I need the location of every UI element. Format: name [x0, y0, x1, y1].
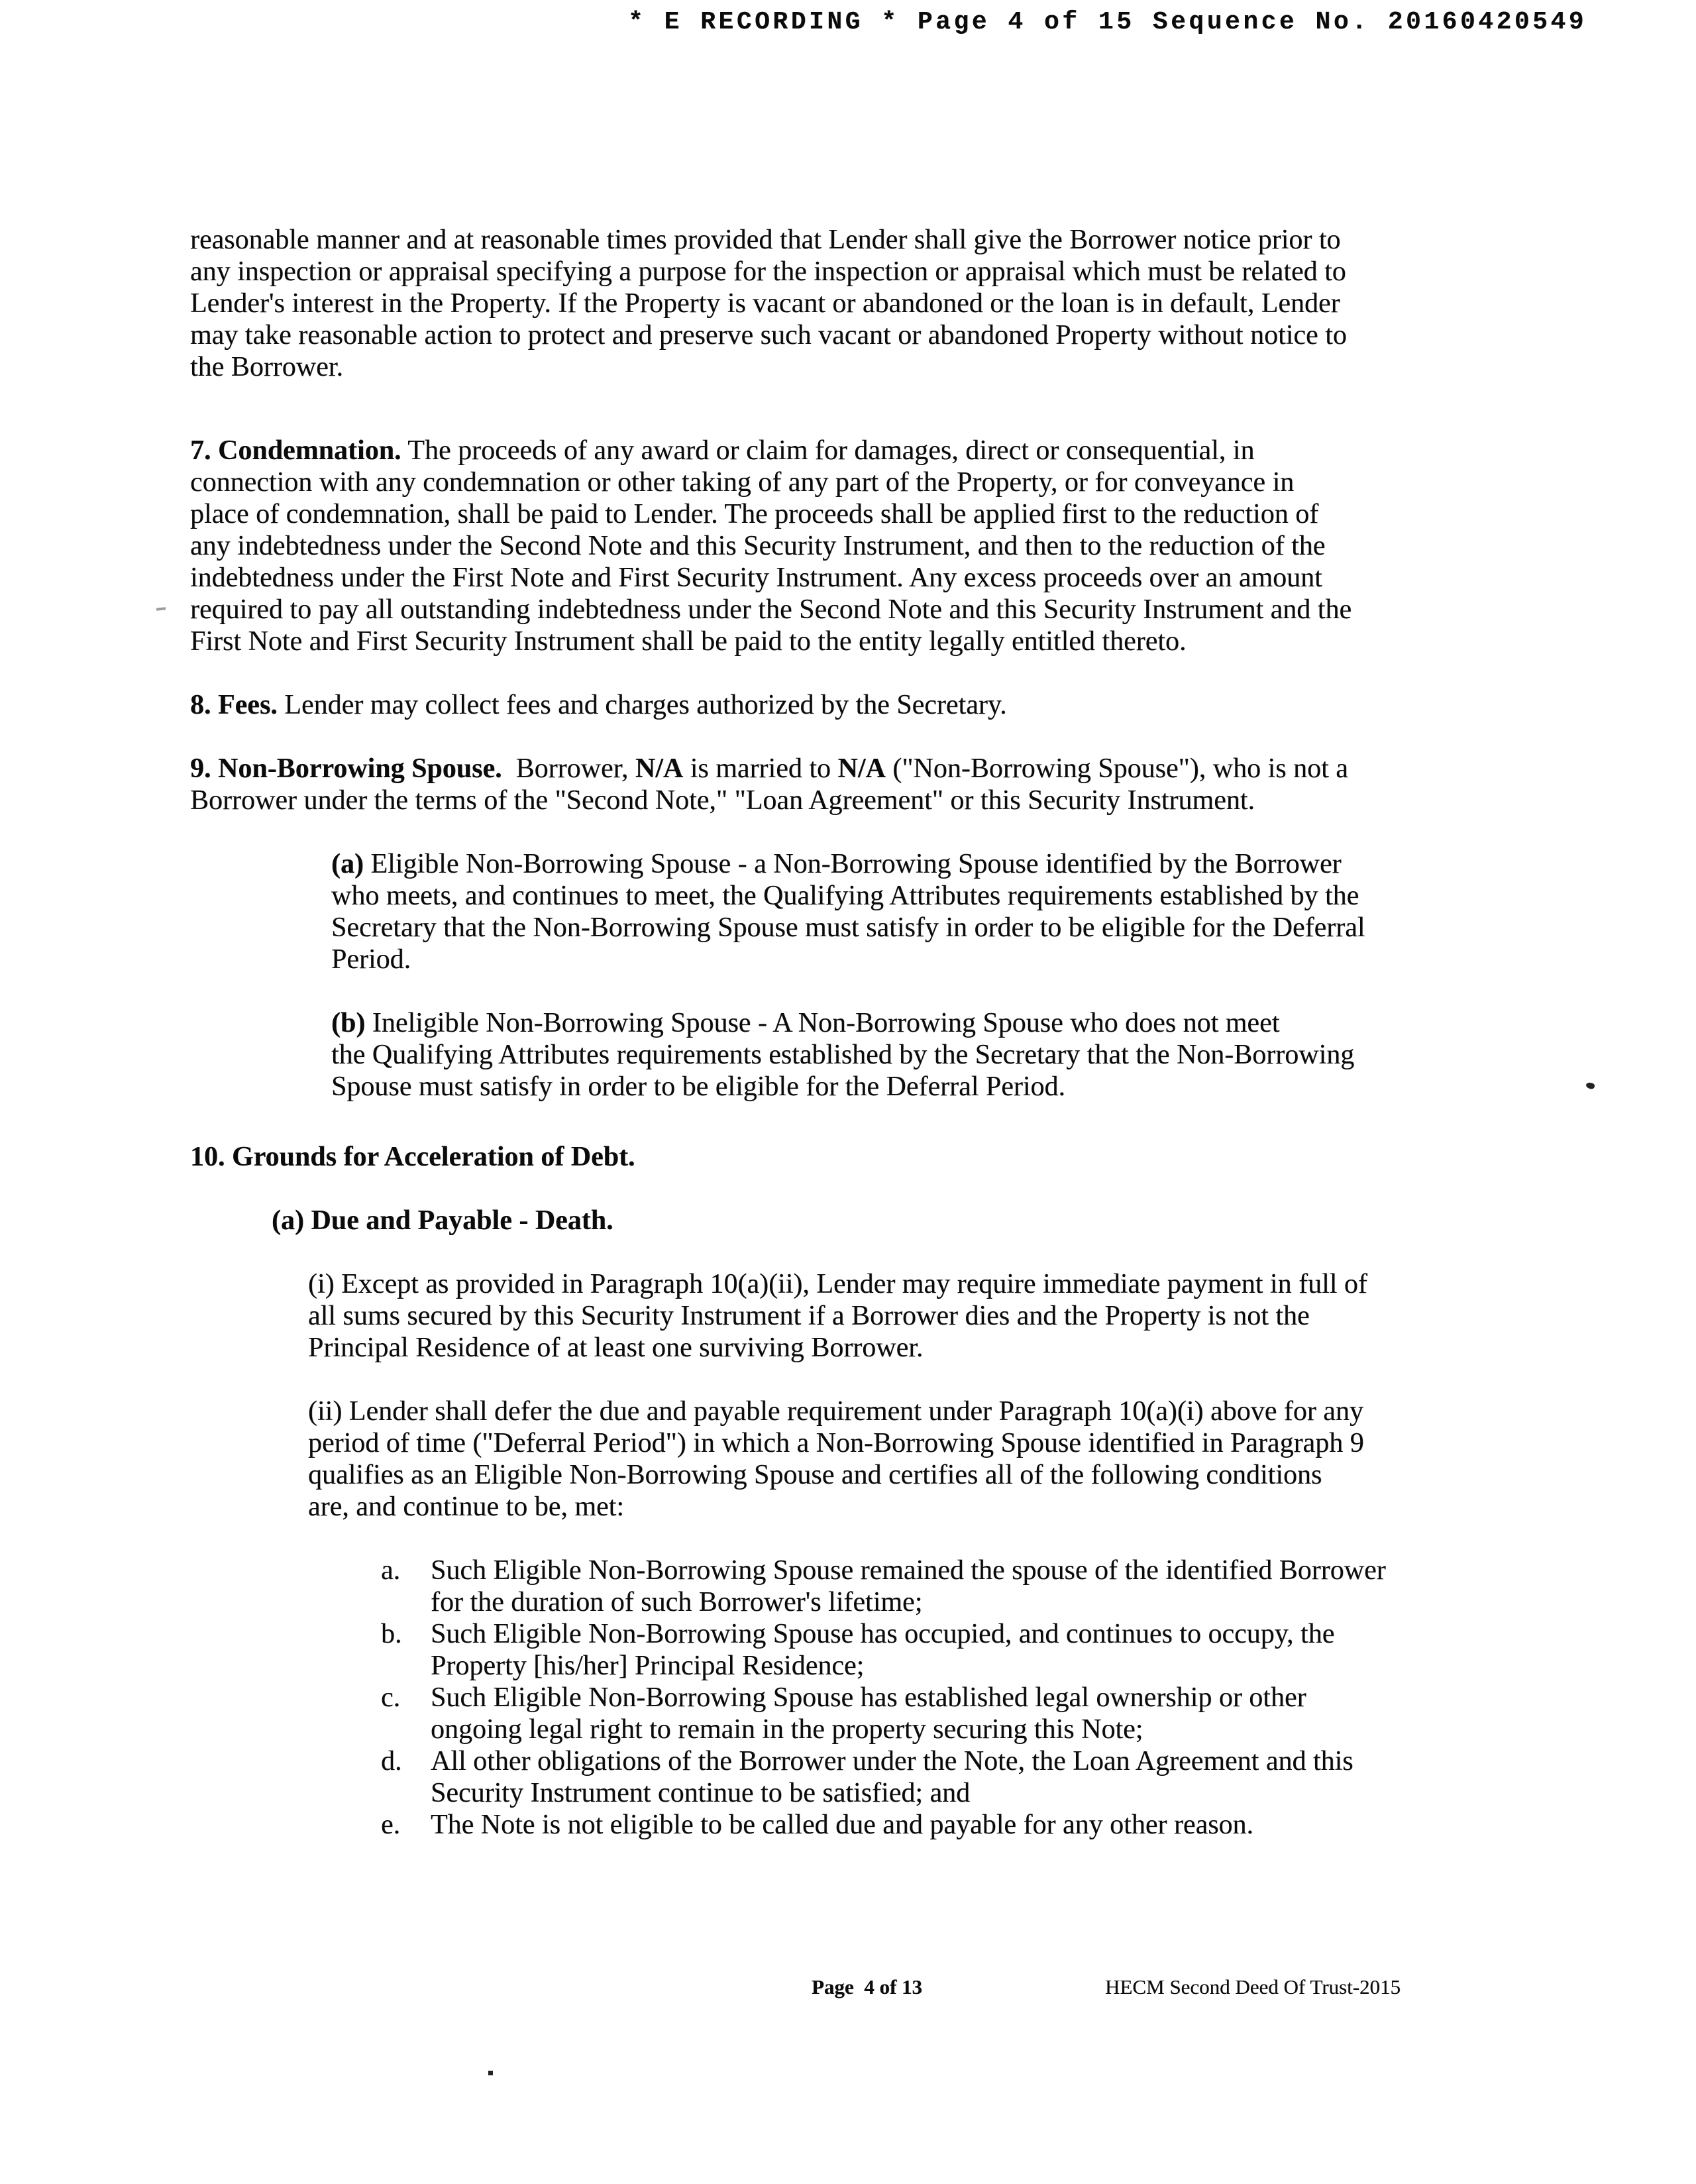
text-line [308, 1300, 1696, 1332]
section-10a-due-and-payable-death [272, 1205, 1696, 1236]
footer-page-number: Page 4 of 13 [812, 1975, 923, 1998]
text-line [431, 1714, 1696, 1745]
text-run: First Note and First Security Instrument shall be paid to the entity legally entitled thereto. [190, 626, 1187, 657]
document-body [0, 224, 1696, 1873]
text-line [190, 753, 1696, 785]
list-marker: b. [381, 1619, 402, 1649]
text-run: period of time ("Deferral Period") in which a Non-Borrowing Spouse identified in Paragraph 9 [308, 1428, 1364, 1458]
text-line [190, 435, 1696, 466]
text-run: Property [his/her] Principal Residence; [431, 1651, 865, 1681]
text-run: ("Non-Borrowing Spouse"), who is not a [885, 753, 1348, 784]
text-line [431, 1555, 1696, 1586]
text-line [331, 880, 1696, 912]
section-10a-i [308, 1268, 1696, 1364]
text-run: Secretary that the Non-Borrowing Spouse must satisfy in order to be eligible for the Deferral [331, 912, 1365, 943]
text-line [190, 689, 1696, 721]
scan-artifact [488, 2071, 493, 2075]
deferral-conditions-list [381, 1555, 1696, 1841]
paragraph-continuation-inspection [190, 224, 1696, 383]
text-line [431, 1586, 1696, 1618]
text-line [431, 1682, 1696, 1714]
text-run: Such Eligible Non-Borrowing Spouse remained the spouse of the identified Borrower [431, 1555, 1386, 1586]
section-9a-eligible-non-borrowing-spouse [331, 848, 1696, 975]
text-run: Ineligible Non-Borrowing Spouse - A Non-Borrowing Spouse who does not meet [365, 1008, 1280, 1038]
bold-text-run: 8. Fees. [190, 690, 278, 720]
text-run: Such Eligible Non-Borrowing Spouse has established legal ownership or other [431, 1682, 1306, 1713]
text-run: Borrower under the terms of the "Second Note," "Loan Agreement" or this Security Instrument. [190, 785, 1255, 816]
text-run: The proceeds of any award or claim for damages, direct or consequential, in [401, 435, 1255, 466]
text-run: required to pay all outstanding indebtedness under the Second Note and this Security Instrument and the [190, 594, 1352, 625]
text-line [190, 785, 1696, 816]
text-line [190, 466, 1696, 498]
text-run: are, and continue to be, met: [308, 1492, 624, 1522]
text-line [431, 1650, 1696, 1682]
text-line [272, 1205, 1696, 1236]
text-run: ongoing legal right to remain in the property securing this Note; [431, 1714, 1143, 1745]
section-10a-ii [308, 1395, 1696, 1523]
text-run: Such Eligible Non-Borrowing Spouse has occupied, and continues to occupy, the [431, 1619, 1335, 1649]
list-item-d [381, 1745, 1696, 1809]
list-item-c [381, 1682, 1696, 1745]
text-run: any inspection or appraisal specifying a purpose for the inspection or appraisal which must be related to [190, 256, 1346, 287]
text-line [308, 1427, 1696, 1459]
text-line [190, 288, 1696, 319]
text-run: is married to [683, 753, 838, 784]
list-item-b [381, 1618, 1696, 1682]
text-run: Period. [331, 944, 411, 975]
text-run: (i) Except as provided in Paragraph 10(a)(ii), Lender may require immediate payment in full of [308, 1269, 1367, 1299]
text-run: who meets, and continues to meet, the Qualifying Attributes requirements established by the [331, 881, 1359, 911]
section-10-grounds-for-acceleration [190, 1141, 1696, 1173]
bold-text-run: 7. Condemnation. [190, 435, 401, 466]
text-line [190, 562, 1696, 594]
text-run: All other obligations of the Borrower under the Note, the Loan Agreement and this [431, 1746, 1353, 1776]
text-line [431, 1745, 1696, 1777]
bold-text-run: N/A [635, 753, 684, 784]
text-run: place of condemnation, shall be paid to Lender. The proceeds shall be applied first to the reduction of [190, 499, 1319, 529]
footer-document-title: HECM Second Deed Of Trust-2015 [1105, 1975, 1401, 1998]
e-recording-header: * E RECORDING * Page 4 of 15 Sequence No. 20160420549 [628, 8, 1587, 36]
bold-text-run: N/A [837, 753, 886, 784]
text-line [190, 530, 1696, 562]
list-marker: d. [381, 1746, 402, 1776]
text-line [190, 224, 1696, 256]
text-line [331, 1071, 1696, 1103]
text-run: Security Instrument continue to be satisfied; and [431, 1778, 971, 1808]
text-line [331, 848, 1696, 880]
text-line [308, 1395, 1696, 1427]
bold-text-run: 10. Grounds for Acceleration of Debt. [190, 1142, 635, 1172]
text-line [331, 912, 1696, 944]
text-run: all sums secured by this Security Instrument if a Borrower dies and the Property is not the [308, 1301, 1310, 1331]
text-run: may take reasonable action to protect and preserve such vacant or abandoned Property without notice to [190, 320, 1347, 351]
text-run: Borrower, [502, 753, 635, 784]
text-run: Principal Residence of at least one surviving Borrower. [308, 1333, 924, 1363]
list-marker: a. [381, 1555, 401, 1586]
text-run: reasonable manner and at reasonable times provided that Lender shall give the Borrower notice prior to [190, 225, 1341, 255]
text-line [190, 351, 1696, 383]
text-run: Lender may collect fees and charges authorized by the Secretary. [277, 690, 1007, 720]
section-9b-ineligible-non-borrowing-spouse [331, 1007, 1696, 1103]
text-run: Spouse must satisfy in order to be eligible for the Deferral Period. [331, 1071, 1066, 1102]
bold-text-run: (a) Due and Payable - Death. [272, 1205, 613, 1236]
text-run: connection with any condemnation or other taking of any part of the Property, or for conveyance in [190, 467, 1295, 498]
section-7-condemnation [190, 435, 1696, 657]
text-line [190, 594, 1696, 626]
text-run: Eligible Non-Borrowing Spouse - a Non-Borrowing Spouse identified by the Borrower [363, 849, 1342, 879]
text-line [331, 1039, 1696, 1071]
text-line [308, 1268, 1696, 1300]
text-line [190, 498, 1696, 530]
bold-text-run: (a) [331, 849, 364, 879]
list-item-a [381, 1555, 1696, 1618]
text-run: any indebtedness under the Second Note and this Security Instrument, and then to the reduction of the [190, 531, 1326, 561]
list-marker: c. [381, 1682, 401, 1713]
text-run: the Borrower. [190, 352, 343, 382]
list-item-e [381, 1809, 1696, 1841]
bold-text-run: 9. Non-Borrowing Spouse. [190, 753, 502, 784]
bold-text-run: (b) [331, 1008, 366, 1038]
text-line [308, 1459, 1696, 1491]
text-line [331, 1007, 1696, 1039]
text-line [331, 944, 1696, 975]
section-9-non-borrowing-spouse [190, 753, 1696, 816]
text-line [190, 319, 1696, 351]
text-line [190, 256, 1696, 288]
section-8-fees [190, 689, 1696, 721]
text-run: for the duration of such Borrower's lifetime; [431, 1587, 923, 1617]
text-line [190, 626, 1696, 657]
text-line [431, 1809, 1696, 1841]
text-run: The Note is not eligible to be called due and payable for any other reason. [431, 1810, 1254, 1840]
text-run: the Qualifying Attributes requirements established by the Secretary that the Non-Borrowing [331, 1040, 1355, 1070]
text-run: qualifies as an Eligible Non-Borrowing Spouse and certifies all of the following conditions [308, 1460, 1322, 1490]
list-marker: e. [381, 1810, 401, 1840]
text-line [308, 1491, 1696, 1523]
text-line [308, 1332, 1696, 1364]
text-line [431, 1618, 1696, 1650]
text-line [431, 1777, 1696, 1809]
text-run: indebtedness under the First Note and First Security Instrument. Any excess proceeds over an amount [190, 563, 1322, 593]
text-line [190, 1141, 1696, 1173]
text-run: Lender's interest in the Property. If the Property is vacant or abandoned or the loan is in default, Lender [190, 288, 1340, 319]
text-run: (ii) Lender shall defer the due and payable requirement under Paragraph 10(a)(i) above for any [308, 1396, 1363, 1427]
